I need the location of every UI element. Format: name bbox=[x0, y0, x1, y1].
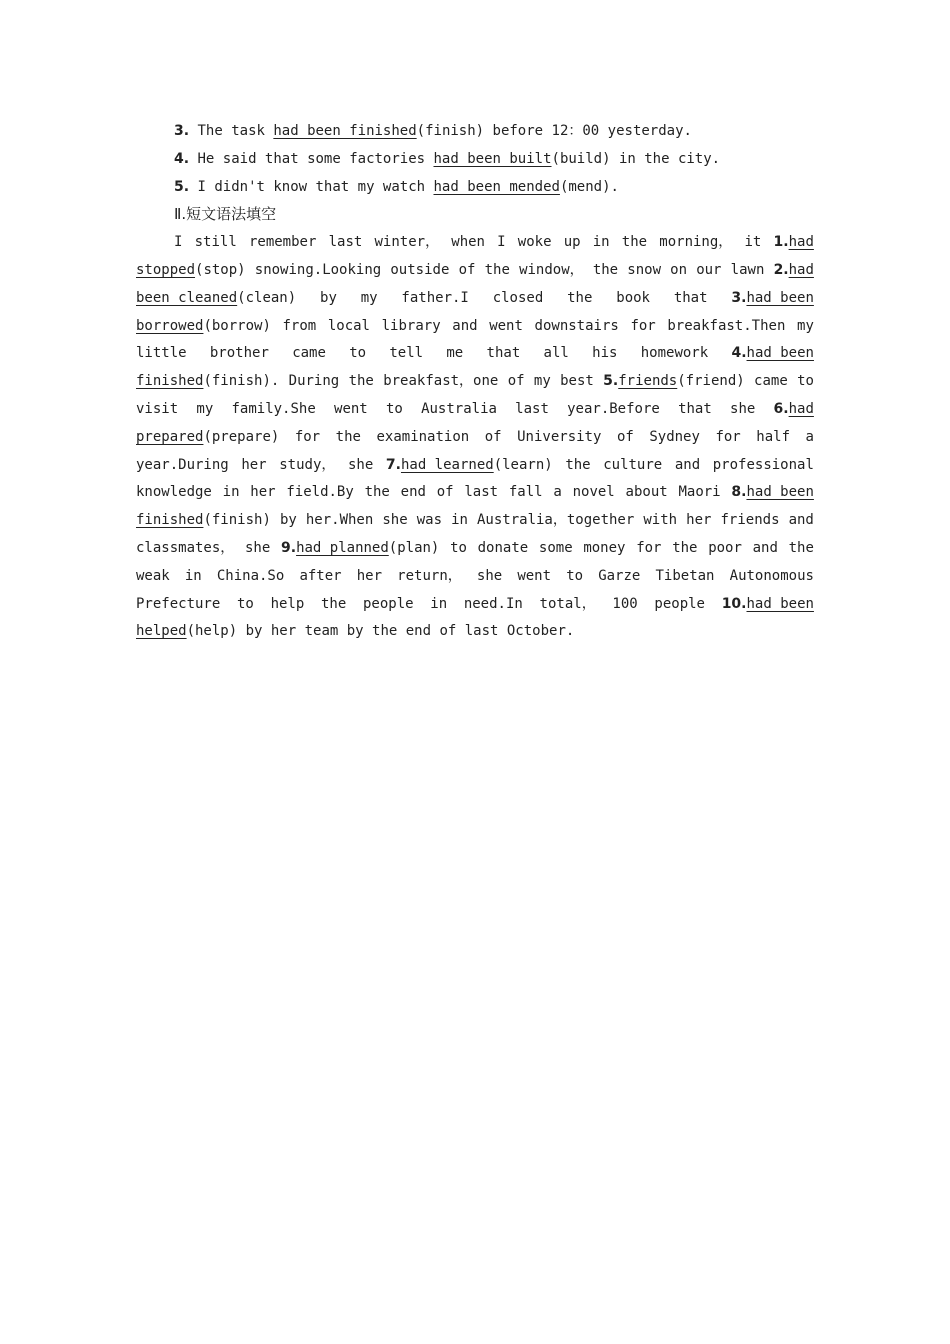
passage-word: morning， bbox=[659, 234, 733, 251]
passage-word: in bbox=[222, 484, 240, 501]
passage-word: our bbox=[696, 261, 722, 278]
passage-word: from bbox=[282, 317, 317, 334]
passage-word: her bbox=[241, 456, 267, 473]
passage-word: novel bbox=[572, 484, 615, 501]
passage-word: During bbox=[288, 373, 340, 390]
blank-number: 3. bbox=[731, 289, 747, 306]
answer-blank: had bbox=[788, 400, 814, 417]
passage-word bbox=[731, 479, 814, 507]
answer-blank: helped bbox=[136, 623, 187, 640]
word-rest: (prepare) bbox=[203, 428, 280, 445]
passage-word: donate bbox=[477, 539, 529, 556]
passage-line bbox=[136, 563, 814, 591]
passage-word: with bbox=[643, 512, 678, 529]
passage-word: Garze bbox=[598, 567, 641, 584]
passage-word: she bbox=[382, 512, 408, 529]
passage-word: came bbox=[292, 345, 326, 362]
answer-blank: borrowed bbox=[136, 317, 204, 334]
passage-word: my bbox=[360, 289, 378, 306]
passage-word: woke bbox=[517, 234, 552, 251]
passage-line bbox=[136, 313, 814, 341]
passage-line bbox=[136, 424, 814, 452]
passage-word bbox=[136, 313, 271, 341]
passage-word: last bbox=[515, 400, 549, 417]
exercise-item-4 bbox=[136, 146, 814, 174]
passage-word: study， bbox=[279, 456, 336, 473]
passage-word: Maori bbox=[678, 484, 721, 501]
passage-word: by bbox=[320, 289, 337, 306]
passage-word: in bbox=[430, 595, 448, 612]
passage-word: for bbox=[630, 317, 656, 334]
passage-line bbox=[136, 368, 814, 396]
passage-word bbox=[386, 452, 553, 480]
passage-word: to bbox=[349, 345, 367, 362]
passage-word: China.So bbox=[216, 567, 285, 584]
passage-word: her bbox=[250, 484, 276, 501]
passage-word: professional bbox=[712, 456, 814, 473]
passage-word bbox=[136, 285, 296, 313]
passage-word: that bbox=[673, 289, 708, 306]
item-text-after: (build) in the city. bbox=[551, 150, 721, 167]
passage-word: me bbox=[446, 345, 464, 362]
item-text-after: (finish) before 12：00 yesterday. bbox=[416, 123, 692, 139]
passage-word: winter， bbox=[374, 234, 440, 251]
passage-word: my bbox=[196, 400, 214, 417]
passage-word: Autonomous bbox=[729, 567, 814, 584]
passage-word: she bbox=[245, 539, 271, 556]
passage-word bbox=[603, 368, 745, 396]
passage-line bbox=[136, 229, 814, 257]
passage-word: some bbox=[538, 539, 573, 556]
item-text-before: I didn't know that my watch bbox=[189, 178, 434, 195]
passage-word: remember bbox=[248, 234, 317, 251]
passage-word bbox=[774, 257, 814, 285]
passage-word bbox=[774, 396, 814, 424]
word-rest: (learn) bbox=[493, 456, 553, 473]
passage-word: the bbox=[320, 595, 347, 612]
passage-word: and bbox=[752, 539, 778, 556]
passage-word: people bbox=[654, 595, 705, 612]
passage-word: half bbox=[756, 428, 790, 445]
passage-word: examination bbox=[376, 428, 470, 445]
passage-word: the bbox=[335, 428, 361, 445]
passage-word bbox=[731, 340, 814, 368]
passage-word bbox=[136, 623, 574, 639]
word-rest: (clean) bbox=[237, 289, 297, 306]
passage-word: friends bbox=[720, 512, 780, 529]
answer-blank: friends bbox=[618, 373, 678, 390]
passage-word: Australia bbox=[421, 400, 497, 417]
passage-word: his bbox=[592, 345, 618, 362]
item-number: 5. bbox=[174, 178, 190, 195]
passage-word: Australia，together bbox=[477, 512, 635, 529]
passage-word: about bbox=[625, 484, 668, 501]
document-page bbox=[136, 118, 814, 646]
passage-word: Tibetan bbox=[655, 567, 715, 584]
passage-word bbox=[722, 591, 814, 619]
item-text-after: (mend). bbox=[559, 178, 619, 195]
passage-word: for bbox=[636, 539, 662, 556]
passage-word: a bbox=[553, 484, 562, 501]
passage-word: total， bbox=[539, 595, 596, 612]
passage-word: for bbox=[294, 428, 321, 445]
passage-word: help bbox=[270, 595, 305, 612]
passage-word bbox=[774, 229, 814, 257]
blank-number: 7. bbox=[385, 456, 401, 473]
passage-line bbox=[136, 507, 814, 535]
passage-word: last bbox=[464, 484, 499, 501]
passage-word: a bbox=[805, 428, 814, 445]
passage-word: up bbox=[563, 234, 581, 251]
answer-blank: finished bbox=[136, 373, 204, 390]
passage-word: breakfast.Then bbox=[667, 317, 786, 334]
word-rest: (friend) bbox=[677, 373, 745, 390]
passage-line bbox=[136, 396, 814, 424]
item-number: 3. bbox=[174, 123, 190, 139]
passage-word: the bbox=[592, 261, 619, 278]
passage-word: window， bbox=[519, 261, 584, 278]
passage-word: in bbox=[451, 512, 468, 529]
answer-blank: had been built bbox=[433, 150, 552, 167]
answer-blank: been cleaned bbox=[136, 289, 238, 306]
blank-number: 6. bbox=[773, 400, 789, 417]
passage-word: to bbox=[797, 373, 814, 390]
passage-word: she bbox=[476, 567, 503, 584]
passage-word: the bbox=[788, 539, 814, 556]
passage-word: the bbox=[484, 261, 510, 278]
item-text-before: The task bbox=[189, 123, 274, 139]
answer-blank: had learned bbox=[400, 456, 494, 473]
blank-number: 5. bbox=[603, 373, 619, 390]
passage-word: need.In bbox=[463, 595, 523, 612]
passage-word: in bbox=[184, 567, 202, 584]
exercise-item-5 bbox=[136, 174, 814, 202]
passage-word: when bbox=[451, 234, 485, 251]
passage-word: little bbox=[136, 345, 187, 362]
passage-word bbox=[731, 285, 814, 313]
passage-word: field.By bbox=[286, 484, 354, 501]
item-text-before: He said that some factories bbox=[189, 150, 434, 167]
passage-word: her bbox=[356, 567, 383, 584]
passage-line bbox=[136, 340, 814, 368]
passage-word: by bbox=[279, 512, 297, 529]
section-heading: Ⅱ.短文语法填空 bbox=[174, 205, 277, 224]
passage-word: to bbox=[237, 595, 254, 612]
passage-word: weak bbox=[136, 567, 170, 584]
passage-word: her.When bbox=[305, 512, 374, 529]
passage-word: all bbox=[543, 345, 569, 362]
passage-line bbox=[136, 618, 814, 646]
passage-word: library bbox=[381, 317, 441, 334]
exercise-item-3 bbox=[136, 118, 814, 146]
word-rest: (plan) bbox=[388, 539, 440, 556]
passage-word: best bbox=[560, 373, 594, 390]
passage-word: family.She bbox=[231, 400, 316, 417]
answer-blank: stopped bbox=[136, 261, 196, 278]
passage-word: to bbox=[566, 567, 584, 584]
passage-line bbox=[136, 452, 814, 480]
passage-word: book bbox=[616, 289, 650, 306]
answer-blank: finished bbox=[136, 512, 204, 529]
passage-word: fall bbox=[508, 484, 543, 501]
passage-word: went bbox=[334, 400, 368, 417]
passage-word bbox=[136, 368, 279, 396]
passage-word: of bbox=[436, 484, 454, 501]
passage-line bbox=[136, 479, 814, 507]
passage-word: on bbox=[670, 261, 688, 278]
blank-number: 10. bbox=[721, 595, 747, 612]
passage-line bbox=[136, 591, 814, 619]
passage-word: snowing.Looking bbox=[254, 261, 382, 278]
blank-number: 4. bbox=[731, 345, 747, 362]
blank-number: 2. bbox=[773, 261, 789, 278]
answer-blank: had bbox=[788, 261, 814, 278]
passage-word bbox=[136, 507, 271, 535]
passage-word: 100 bbox=[612, 595, 638, 612]
passage-word: poor bbox=[708, 539, 742, 556]
passage-word: year.Before bbox=[567, 400, 660, 417]
passage-word: brother bbox=[209, 345, 269, 362]
word-rest: (finish) bbox=[203, 512, 271, 529]
passage-word: Prefecture bbox=[136, 595, 221, 612]
blank-number: 1. bbox=[773, 234, 789, 251]
passage-word: father.I bbox=[401, 289, 469, 306]
passage-word: for bbox=[715, 428, 741, 445]
passage-word: came bbox=[754, 373, 788, 390]
passage-word: money bbox=[583, 539, 626, 556]
blank-number: 8. bbox=[731, 484, 747, 501]
passage-word: University bbox=[517, 428, 602, 445]
passage-word: went bbox=[489, 317, 523, 334]
answer-blank: had been finished bbox=[273, 123, 417, 139]
passage-word: the bbox=[567, 289, 593, 306]
passage-word bbox=[281, 535, 439, 563]
item-number: 4. bbox=[174, 150, 190, 167]
passage-word: breakfast，one bbox=[383, 373, 499, 390]
passage-word: and bbox=[788, 512, 814, 529]
passage-word: that bbox=[678, 400, 712, 417]
word-rest: (help) by her team by the end of last October. bbox=[186, 623, 575, 640]
passage-word: of bbox=[507, 373, 525, 390]
passage-word: my bbox=[797, 317, 814, 334]
passage-word bbox=[136, 257, 246, 285]
passage-word: in bbox=[592, 234, 610, 251]
passage-word: tell bbox=[389, 345, 424, 362]
passage-line bbox=[136, 285, 814, 313]
passage-word: after bbox=[299, 567, 342, 584]
passage-word: local bbox=[327, 317, 370, 334]
passage-word: culture bbox=[603, 456, 663, 473]
passage-word: of bbox=[616, 428, 634, 445]
word-rest: (borrow) bbox=[203, 317, 271, 334]
passage-word: closed bbox=[492, 289, 544, 306]
passage-word: the bbox=[364, 484, 390, 501]
passage-word: she bbox=[348, 456, 374, 473]
passage-word: classmates， bbox=[136, 539, 235, 556]
passage-line bbox=[136, 535, 814, 563]
passage-word: and bbox=[452, 317, 478, 334]
passage-word: downstairs bbox=[534, 317, 619, 334]
passage-word: went bbox=[517, 567, 552, 584]
answer-blank: prepared bbox=[136, 428, 204, 445]
passage-word: to bbox=[450, 539, 467, 556]
answer-blank: had bbox=[788, 234, 814, 251]
exercise-1-list bbox=[136, 118, 814, 201]
passage-word: the bbox=[348, 373, 374, 390]
passage-word: it bbox=[744, 234, 762, 251]
answer-blank: had been bbox=[746, 595, 814, 612]
passage-word: visit bbox=[136, 400, 179, 417]
passage-word: of bbox=[458, 261, 476, 278]
word-rest: (stop) bbox=[195, 261, 246, 278]
passage-word: return， bbox=[397, 567, 462, 584]
passage-word: knowledge bbox=[136, 484, 212, 501]
passage-word: was bbox=[416, 512, 443, 529]
passage-word: I bbox=[497, 234, 506, 251]
passage-word: last bbox=[328, 234, 363, 251]
passage-word: year.During bbox=[136, 456, 229, 473]
passage-word: lawn bbox=[730, 261, 765, 278]
answer-blank: had been bbox=[746, 484, 814, 501]
passage-line bbox=[136, 257, 814, 285]
passage-word: still bbox=[194, 234, 237, 251]
answer-blank: had been bbox=[746, 289, 814, 306]
passage-word: and bbox=[674, 456, 701, 473]
passage-word: outside bbox=[390, 261, 450, 278]
passage-word: that bbox=[486, 345, 521, 362]
passage-word: the bbox=[621, 234, 648, 251]
passage-word: I bbox=[174, 234, 183, 251]
passage-word: my bbox=[533, 373, 551, 390]
answer-blank: had planned bbox=[296, 539, 389, 556]
passage-word: snow bbox=[627, 261, 661, 278]
passage-word bbox=[136, 424, 279, 452]
passage-word: her bbox=[686, 512, 712, 529]
grammar-fill-passage bbox=[136, 229, 814, 646]
passage-word: to bbox=[385, 400, 403, 417]
passage-word: the bbox=[565, 456, 591, 473]
passage-word: of bbox=[484, 428, 502, 445]
passage-word: Sydney bbox=[649, 428, 700, 445]
passage-word: homework bbox=[640, 345, 709, 362]
passage-word: the bbox=[672, 539, 698, 556]
word-rest: (finish). bbox=[203, 373, 280, 390]
answer-blank: had been bbox=[746, 345, 814, 362]
passage-word: she bbox=[730, 400, 756, 417]
blank-number: 9. bbox=[281, 539, 297, 556]
answer-blank: had been mended bbox=[433, 178, 560, 195]
passage-word: end bbox=[400, 484, 426, 501]
passage-word: people bbox=[362, 595, 414, 612]
